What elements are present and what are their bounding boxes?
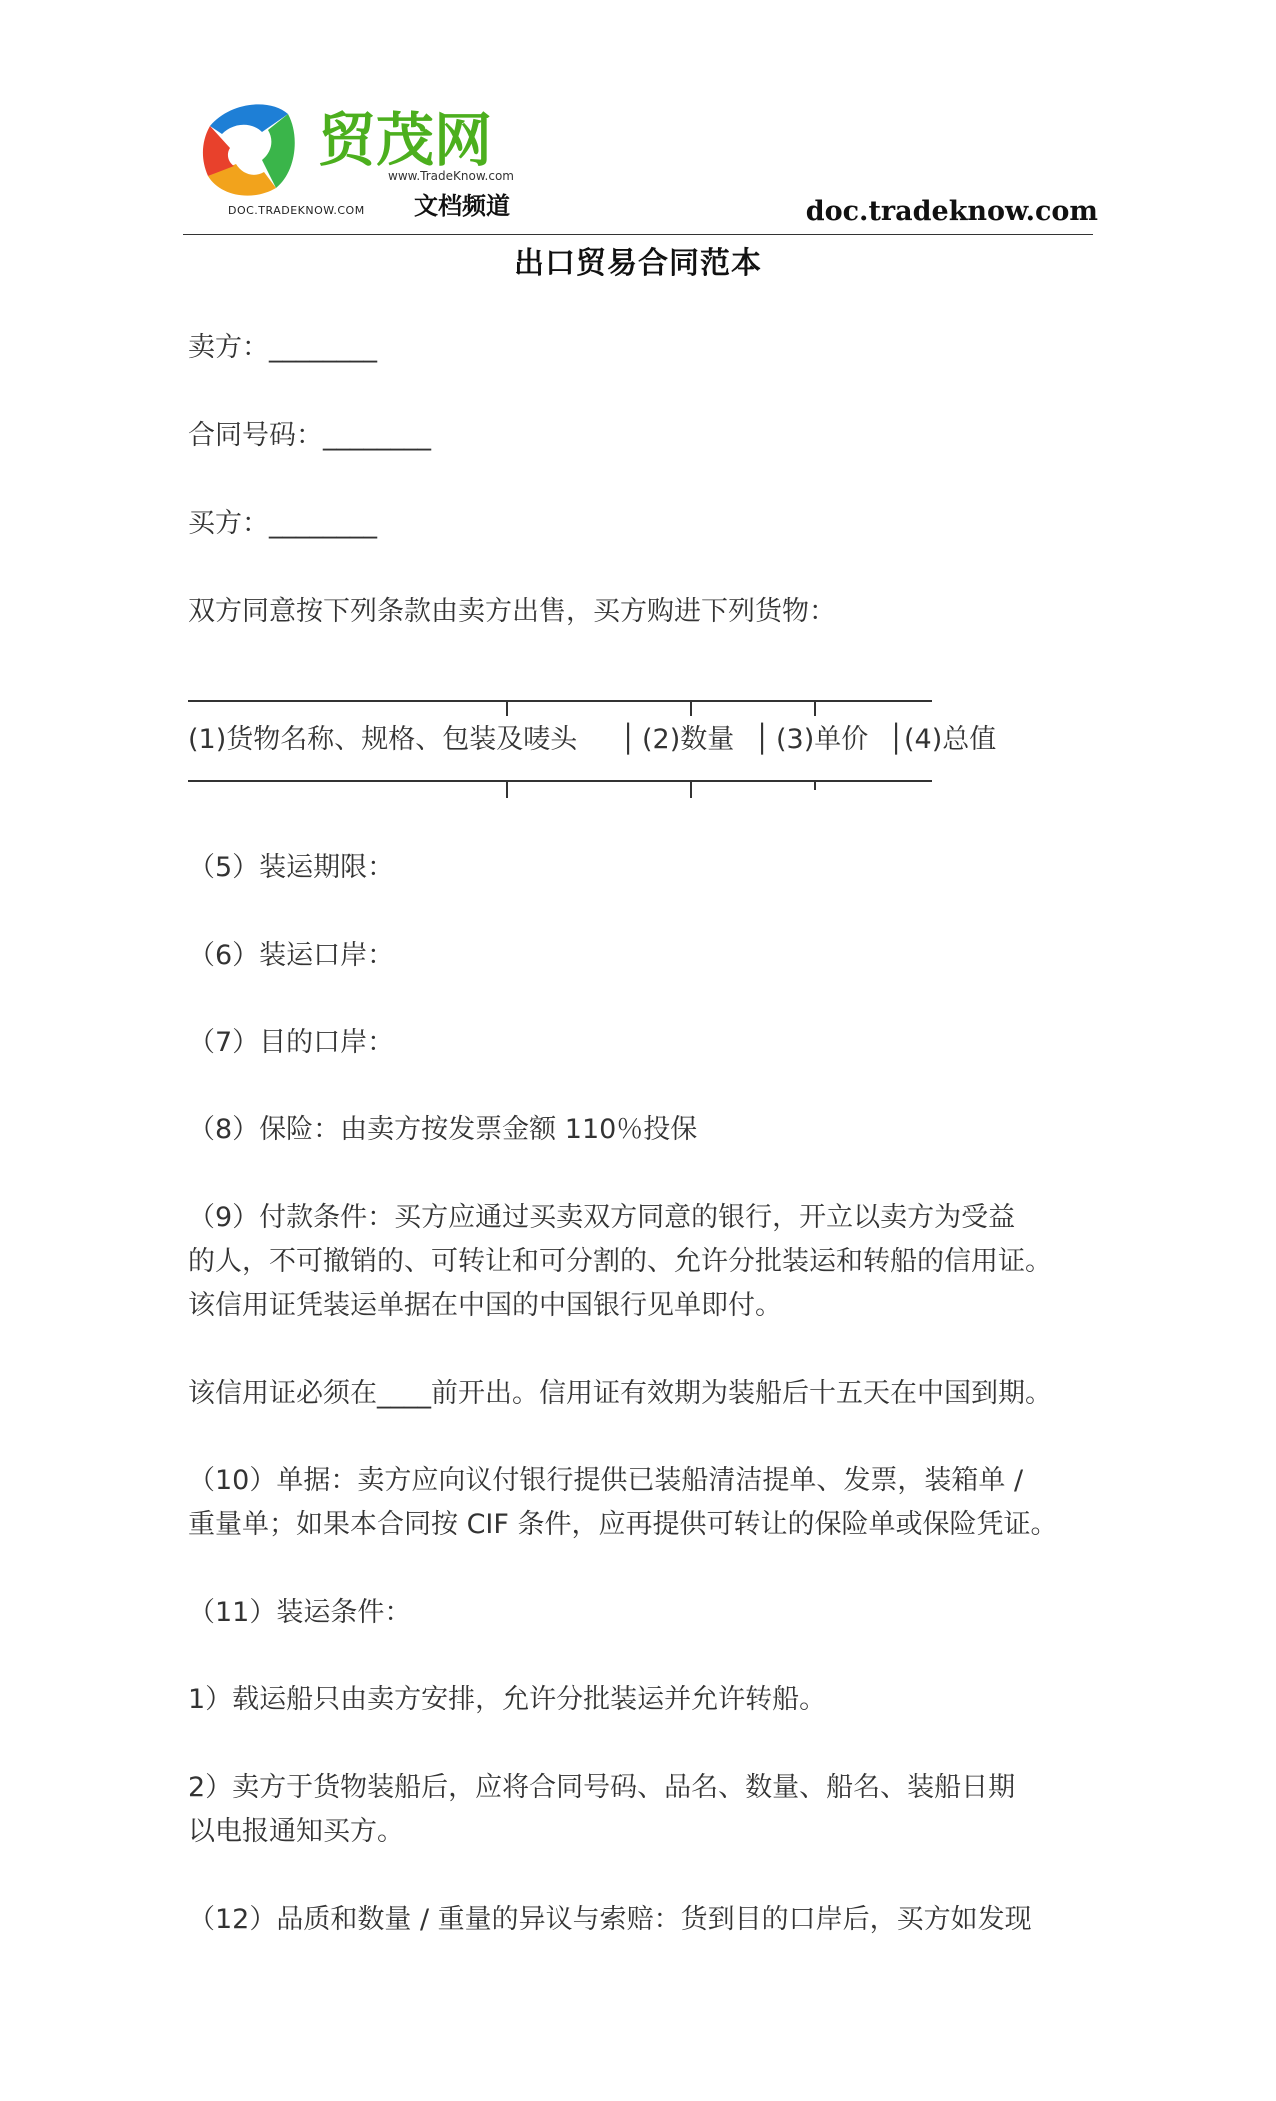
svg-text:DOC.TRADEKNOW.COM: DOC.TRADEKNOW.COM	[228, 204, 365, 217]
clause-11: （11）装运条件：	[188, 1597, 412, 1628]
clause-9-line-1: （9）付款条件：买方应通过买卖双方同意的银行，开立以卖方为受益	[188, 1202, 1016, 1233]
table-tick	[814, 780, 816, 790]
clause-10-line-2: 重量单；如果本合同按 CIF 条件，应再提供可转让的保险单或保险凭证。	[188, 1509, 1058, 1540]
svg-text:www.TradeKnow.com: www.TradeKnow.com	[388, 169, 514, 183]
column-unit-price: (3)单价	[776, 724, 869, 755]
lc-validity-paragraph: 该信用证必须在____前开出。信用证有效期为装船后十五天在中国到期。	[188, 1378, 1052, 1409]
table-bottom-rule	[188, 780, 932, 782]
svg-text:文档频道: 文档频道	[414, 192, 510, 220]
goods-header-row	[188, 718, 997, 762]
clause-12-line-1: （12）品质和数量 / 重量的异议与索赔：货到目的口岸后，买方如发现	[188, 1904, 1032, 1935]
tradeknow-logo	[200, 92, 560, 228]
seller-field: 卖方：________	[188, 332, 377, 363]
column-total-value: (4)总值	[904, 724, 997, 755]
clause-9-line-2: 的人，不可撤销的、可转让和可分割的、允许分批装运和转船的信用证。	[188, 1246, 1052, 1277]
clause-11-item-2-line-2: 以电报通知买方。	[188, 1816, 404, 1847]
table-top-rule	[188, 700, 932, 702]
intro-paragraph: 双方同意按下列条款由卖方出售，买方购进下列货物：	[188, 596, 836, 627]
logo-graphic-icon	[200, 92, 560, 228]
clause-7: （7）目的口岸：	[188, 1027, 395, 1058]
site-url[interactable]: doc.tradeknow.com	[805, 196, 1098, 227]
header-divider	[183, 234, 1093, 235]
swirl-emblem-icon	[203, 104, 295, 195]
svg-text:贸茂网: 贸茂网	[318, 106, 493, 174]
clause-5: （5）装运期限：	[188, 852, 395, 883]
document-title: 出口贸易合同范本	[514, 246, 762, 281]
column-separator: │	[888, 724, 905, 755]
contract-number-field: 合同号码：________	[188, 420, 431, 451]
table-tick	[690, 780, 692, 798]
clause-10-line-1: （10）单据：卖方应向议付银行提供已装船清洁提单、发票，装箱单 /	[188, 1465, 1024, 1496]
table-tick	[506, 700, 508, 716]
clause-6: （6）装运口岸：	[188, 940, 395, 971]
column-separator: │	[754, 724, 771, 755]
table-tick	[814, 700, 816, 716]
clause-11-item-1: 1）载运船只由卖方安排，允许分批装运并允许转船。	[188, 1684, 827, 1715]
column-goods-name: (1)货物名称、规格、包装及唛头	[188, 724, 578, 755]
clause-11-item-2-line-1: 2）卖方于货物装船后，应将合同号码、品名、数量、船名、装船日期	[188, 1772, 1016, 1803]
table-tick	[690, 700, 692, 716]
column-quantity: (2)数量	[642, 724, 735, 755]
clause-8: （8）保险：由卖方按发票金额 110％投保	[188, 1114, 698, 1145]
table-tick	[506, 780, 508, 798]
clause-9-line-3: 该信用证凭装运单据在中国的中国银行见单即付。	[188, 1290, 782, 1321]
column-separator: │	[620, 724, 637, 755]
goods-table	[188, 692, 997, 804]
buyer-field: 买方：________	[188, 508, 377, 539]
